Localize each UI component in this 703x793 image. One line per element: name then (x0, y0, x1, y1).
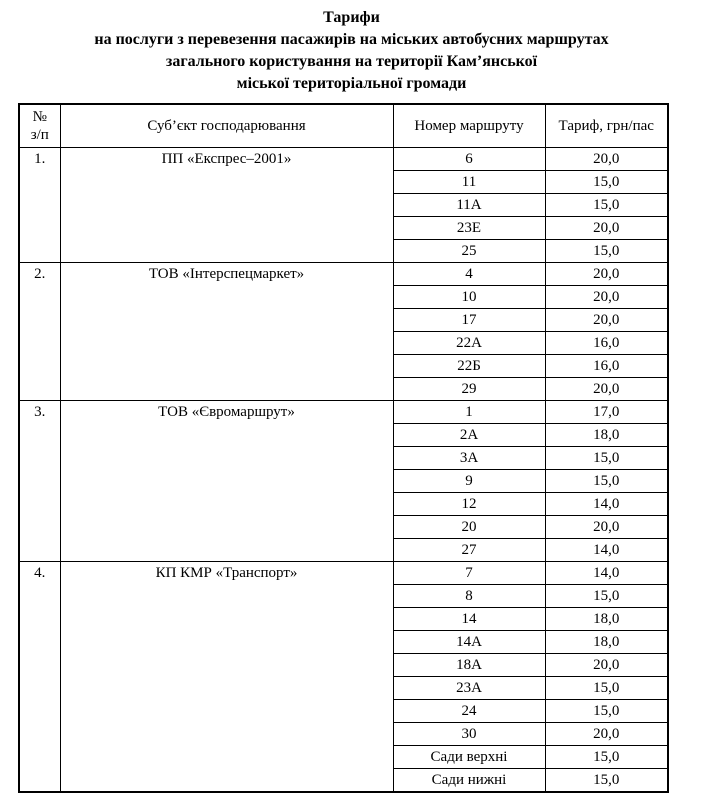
header-num (19, 104, 60, 148)
route-cell: 7 (393, 562, 545, 585)
table-header-row (19, 104, 668, 148)
route-cell: 9 (393, 470, 545, 493)
title-line-2: на послуги з перевезення пасажирів на міських автобусних маршрутах (94, 31, 609, 48)
tariff-cell: 20,0 (545, 217, 668, 240)
route-cell: 18А (393, 654, 545, 677)
group-number: 2. (19, 263, 60, 401)
table-row (19, 263, 668, 286)
header-route: Номер маршруту (393, 104, 545, 148)
route-cell: 24 (393, 700, 545, 723)
document-title (0, 0, 703, 95)
tariff-cell: 20,0 (545, 516, 668, 539)
route-cell: 17 (393, 309, 545, 332)
route-cell: 4 (393, 263, 545, 286)
route-cell: 22Б (393, 355, 545, 378)
route-cell: 29 (393, 378, 545, 401)
tariff-cell: 15,0 (545, 240, 668, 263)
tariff-cell: 15,0 (545, 194, 668, 217)
route-cell: 8 (393, 585, 545, 608)
route-cell: 12 (393, 493, 545, 516)
group-subject: КП КМР «Транспорт» (60, 562, 393, 793)
group-subject: ТОВ «Євромаршрут» (60, 401, 393, 562)
tariff-cell: 15,0 (545, 769, 668, 793)
tariff-cell: 18,0 (545, 608, 668, 631)
group-subject: ТОВ «Інтерспецмаркет» (60, 263, 393, 401)
route-cell: 11А (393, 194, 545, 217)
tariff-cell: 20,0 (545, 654, 668, 677)
tariff-cell: 20,0 (545, 148, 668, 171)
tariff-cell: 20,0 (545, 309, 668, 332)
table-row (19, 148, 668, 171)
tariff-cell: 15,0 (545, 470, 668, 493)
group-number: 4. (19, 562, 60, 793)
header-num-line2: з/п (30, 127, 49, 143)
route-cell: 11 (393, 171, 545, 194)
tariff-cell: 16,0 (545, 355, 668, 378)
title-line-4: міської територіальної громади (236, 75, 467, 92)
route-cell: 14 (393, 608, 545, 631)
tariff-cell: 20,0 (545, 378, 668, 401)
tariff-cell: 18,0 (545, 631, 668, 654)
group-subject: ПП «Експрес–2001» (60, 148, 393, 263)
tariff-cell: 14,0 (545, 493, 668, 516)
route-cell: 23Е (393, 217, 545, 240)
group-number: 3. (19, 401, 60, 562)
tariff-cell: 20,0 (545, 263, 668, 286)
title-line-1: Тарифи (323, 9, 380, 26)
tariff-table (18, 103, 669, 793)
tariff-cell: 20,0 (545, 286, 668, 309)
route-cell: 30 (393, 723, 545, 746)
table-row (19, 401, 668, 424)
tariff-cell: 16,0 (545, 332, 668, 355)
tariff-cell: 14,0 (545, 539, 668, 562)
tariff-cell: 15,0 (545, 585, 668, 608)
header-subject: Суб’єкт господарювання (60, 104, 393, 148)
tariff-cell: 20,0 (545, 723, 668, 746)
route-cell: 6 (393, 148, 545, 171)
route-cell: 2А (393, 424, 545, 447)
route-cell: 10 (393, 286, 545, 309)
route-cell: 25 (393, 240, 545, 263)
tariff-cell: 15,0 (545, 447, 668, 470)
route-cell: 22А (393, 332, 545, 355)
tariff-cell: 18,0 (545, 424, 668, 447)
route-cell: 20 (393, 516, 545, 539)
group-number: 1. (19, 148, 60, 263)
route-cell: Сади верхні (393, 746, 545, 769)
table-row (19, 562, 668, 585)
route-cell: 23А (393, 677, 545, 700)
route-cell: Сади нижні (393, 769, 545, 793)
tariff-cell: 15,0 (545, 700, 668, 723)
route-cell: 3А (393, 447, 545, 470)
tariff-cell: 15,0 (545, 171, 668, 194)
route-cell: 14А (393, 631, 545, 654)
tariff-cell: 15,0 (545, 746, 668, 769)
route-cell: 1 (393, 401, 545, 424)
header-tariff: Тариф, грн/пас (545, 104, 668, 148)
header-num-line1: № (32, 109, 47, 125)
route-cell: 27 (393, 539, 545, 562)
tariff-cell: 14,0 (545, 562, 668, 585)
tariff-cell: 15,0 (545, 677, 668, 700)
title-line-3: загального користування на території Кам’янської (165, 53, 538, 70)
tariff-cell: 17,0 (545, 401, 668, 424)
